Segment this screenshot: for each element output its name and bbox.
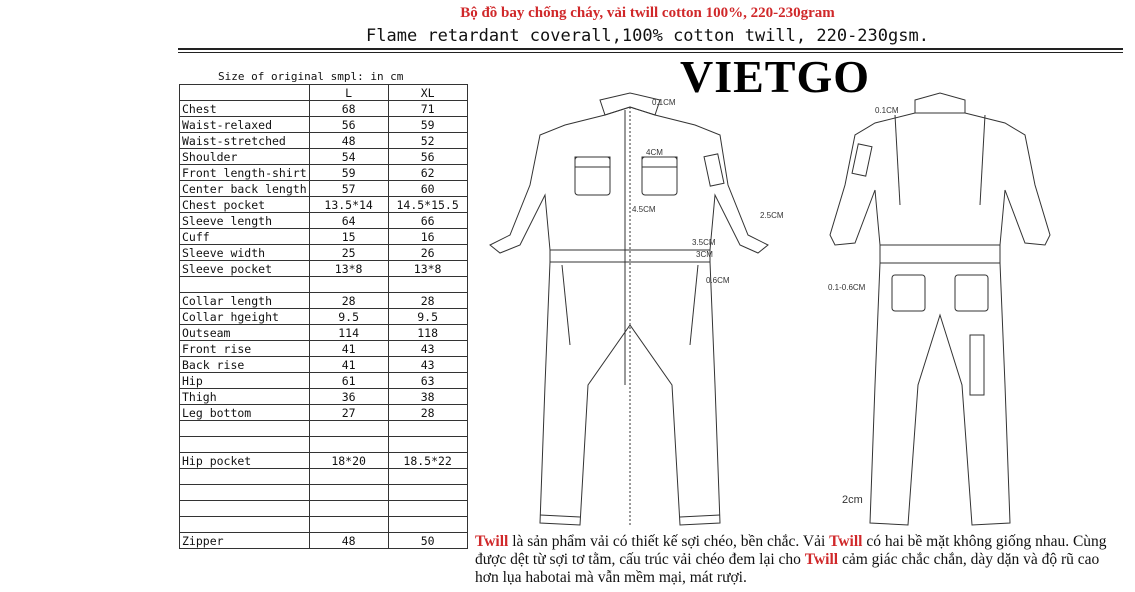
table-row [180, 293, 468, 309]
cell-size-xl: 71 [388, 101, 467, 117]
label-front-pocket: 4CM [646, 148, 663, 157]
table-row [180, 373, 468, 389]
cell-measurement-name: Outseam [180, 325, 310, 341]
label-front-collar: 0.1CM [652, 98, 676, 107]
cell-measurement-name: Hip pocket [180, 453, 310, 469]
label-front-zip: 4.5CM [632, 205, 656, 214]
cell-size-l: 13.5*14 [309, 197, 388, 213]
table-row [180, 421, 468, 437]
table-row [180, 101, 468, 117]
cell-size-xl: 52 [388, 133, 467, 149]
header-rule-thin [178, 52, 1123, 53]
cell-measurement-name: Chest pocket [180, 197, 310, 213]
cell-measurement-name: Front rise [180, 341, 310, 357]
cell-measurement-name: Sleeve pocket [180, 261, 310, 277]
table-row [180, 533, 468, 549]
header-cell-xl: XL [388, 85, 467, 101]
cell-size-xl: 14.5*15.5 [388, 197, 467, 213]
label-side: 0.6CM [706, 276, 730, 285]
cell-measurement-name: Thigh [180, 389, 310, 405]
cell-size-xl [388, 469, 467, 485]
cell-measurement-name: Collar hgeight [180, 309, 310, 325]
cell-measurement-name [180, 277, 310, 293]
label-waist-2: 3CM [696, 250, 713, 259]
header-cell-l: L [309, 85, 388, 101]
cell-measurement-name [180, 517, 310, 533]
cell-measurement-name [180, 469, 310, 485]
cell-measurement-name: Zipper [180, 533, 310, 549]
table-row [180, 197, 468, 213]
cell-size-l: 64 [309, 213, 388, 229]
cell-size-l: 114 [309, 325, 388, 341]
cell-measurement-name: Collar length [180, 293, 310, 309]
title-english: Flame retardant coverall,100% cotton twill, 220-230gsm. [366, 26, 929, 46]
table-row [180, 341, 468, 357]
cell-size-xl: 9.5 [388, 309, 467, 325]
table-row [180, 261, 468, 277]
table-row [180, 149, 468, 165]
cell-size-xl: 43 [388, 341, 467, 357]
cell-measurement-name [180, 421, 310, 437]
cell-size-l: 48 [309, 133, 388, 149]
cell-size-l [309, 517, 388, 533]
header-cell-name [180, 85, 310, 101]
table-row [180, 117, 468, 133]
twill-word-2: Twill [829, 533, 863, 550]
cell-size-l: 9.5 [309, 309, 388, 325]
table-row [180, 437, 468, 453]
label-hem: 2cm [842, 494, 863, 506]
cell-size-l: 41 [309, 341, 388, 357]
cell-size-l: 59 [309, 165, 388, 181]
cell-measurement-name: Sleeve length [180, 213, 310, 229]
label-cuff: 2.5CM [760, 211, 784, 220]
cell-size-xl: 59 [388, 117, 467, 133]
cell-measurement-name [180, 485, 310, 501]
table-row [180, 133, 468, 149]
cell-size-l: 13*8 [309, 261, 388, 277]
cell-size-xl: 63 [388, 373, 467, 389]
cell-size-xl: 26 [388, 245, 467, 261]
cell-size-l: 61 [309, 373, 388, 389]
front-view [490, 93, 768, 525]
title-vietnamese: Bộ đồ bay chống cháy, vải twill cotton 100%, 220-230gram [460, 5, 835, 21]
cell-size-xl: 56 [388, 149, 467, 165]
table-row [180, 517, 468, 533]
header-rule [178, 48, 1123, 50]
table-row [180, 213, 468, 229]
table-row [180, 309, 468, 325]
desc-part-3: cảm giác chắc chắn, dày dặn và độ rũ cao hơn lụa habotai mà vẫn mềm mại, mát rượi. [475, 551, 1100, 586]
table-row [180, 229, 468, 245]
table-row [180, 181, 468, 197]
table-row [180, 469, 468, 485]
twill-word-1: Twill [475, 533, 509, 550]
cell-measurement-name [180, 501, 310, 517]
table-row [180, 357, 468, 373]
cell-size-l: 18*20 [309, 453, 388, 469]
cell-size-xl: 66 [388, 213, 467, 229]
desc-part-2: có hai bề mặt không giống nhau. Cùng được dệt từ sợi tơ tằm, cấu trúc vải chéo đem lại cho [475, 533, 1107, 568]
cell-size-xl [388, 517, 467, 533]
cell-measurement-name: Waist-relaxed [180, 117, 310, 133]
cell-measurement-name: Cuff [180, 229, 310, 245]
cell-size-xl: 18.5*22 [388, 453, 467, 469]
cell-size-xl: 16 [388, 229, 467, 245]
cell-size-l [309, 437, 388, 453]
table-row [180, 501, 468, 517]
cell-size-xl: 28 [388, 293, 467, 309]
cell-size-l: 57 [309, 181, 388, 197]
cell-size-xl [388, 277, 467, 293]
cell-size-xl [388, 485, 467, 501]
cell-size-l: 56 [309, 117, 388, 133]
cell-size-l: 15 [309, 229, 388, 245]
cell-size-l: 41 [309, 357, 388, 373]
cell-size-l: 25 [309, 245, 388, 261]
cell-size-l: 27 [309, 405, 388, 421]
table-row [180, 405, 468, 421]
coverall-technical-drawing [470, 85, 1070, 530]
table-row [180, 453, 468, 469]
twill-description [475, 533, 1125, 587]
cell-measurement-name: Center back length [180, 181, 310, 197]
table-row [180, 325, 468, 341]
cell-size-xl: 43 [388, 357, 467, 373]
cell-size-xl [388, 437, 467, 453]
brand-logo-text: VIETGO [680, 51, 871, 102]
cell-size-l: 48 [309, 533, 388, 549]
cell-measurement-name: Shoulder [180, 149, 310, 165]
cell-size-l [309, 277, 388, 293]
cell-measurement-name: Leg bottom [180, 405, 310, 421]
cell-measurement-name: Back rise [180, 357, 310, 373]
table-row [180, 485, 468, 501]
cell-size-l: 28 [309, 293, 388, 309]
table-row [180, 277, 468, 293]
cell-size-l [309, 421, 388, 437]
table-header-row [180, 85, 468, 101]
cell-measurement-name: Front length-shirt [180, 165, 310, 181]
cell-size-xl: 50 [388, 533, 467, 549]
cell-size-l: 36 [309, 389, 388, 405]
cell-measurement-name: Sleeve width [180, 245, 310, 261]
cell-size-l [309, 501, 388, 517]
cell-size-xl: 118 [388, 325, 467, 341]
table-caption: Size of original smpl: in cm [218, 70, 404, 83]
desc-part-1: là sản phẩm vải có thiết kế sợi chéo, bền chắc. Vải [508, 533, 830, 550]
cell-measurement-name: Waist-stretched [180, 133, 310, 149]
back-view [830, 93, 1050, 525]
label-back-pocket: 0.1-0.6CM [828, 283, 866, 292]
cell-size-l: 68 [309, 101, 388, 117]
label-waist-1: 3.5CM [692, 238, 716, 247]
size-spec-table [179, 84, 468, 549]
cell-size-l [309, 469, 388, 485]
label-back-collar: 0.1CM [875, 106, 899, 115]
cell-size-xl: 62 [388, 165, 467, 181]
cell-measurement-name: Chest [180, 101, 310, 117]
cell-size-xl: 13*8 [388, 261, 467, 277]
cell-measurement-name: Hip [180, 373, 310, 389]
cell-size-xl [388, 501, 467, 517]
cell-size-l: 54 [309, 149, 388, 165]
cell-measurement-name [180, 437, 310, 453]
cell-size-xl: 38 [388, 389, 467, 405]
cell-size-xl: 28 [388, 405, 467, 421]
cell-size-l [309, 485, 388, 501]
twill-word-3: Twill [804, 551, 839, 568]
table-row [180, 389, 468, 405]
cell-size-xl [388, 421, 467, 437]
cell-size-xl: 60 [388, 181, 467, 197]
table-row [180, 245, 468, 261]
table-row [180, 165, 468, 181]
